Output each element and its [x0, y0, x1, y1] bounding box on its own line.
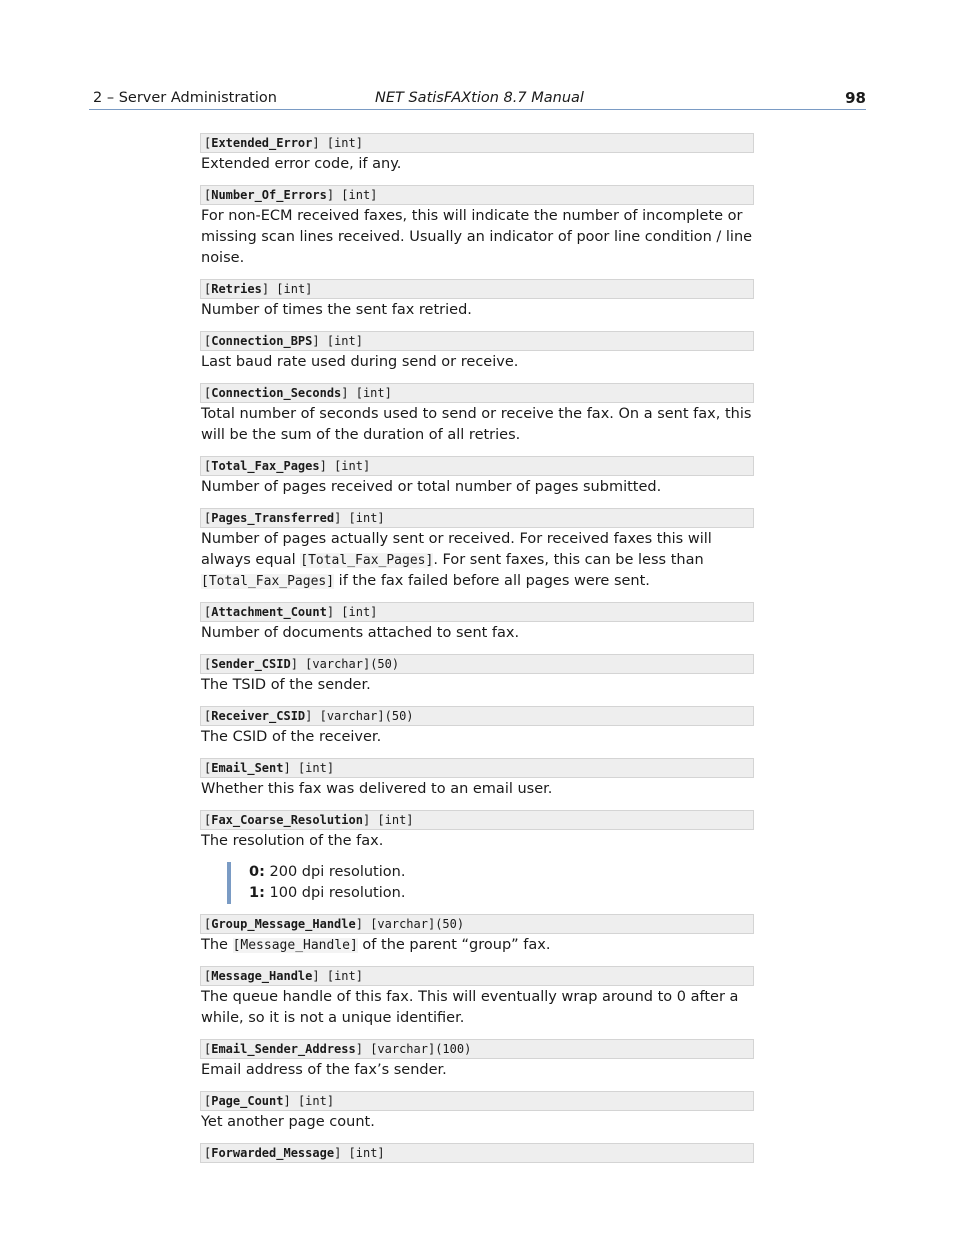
field-type: [int] — [297, 1094, 335, 1108]
value-option — [249, 862, 754, 883]
field-list — [200, 133, 754, 1163]
field-signature: [Total_Fax_Pages] [int] — [200, 456, 754, 476]
field-type: [int] — [297, 761, 335, 775]
field-type: [varchar](50) — [370, 917, 465, 931]
field-type: [int] — [377, 813, 414, 827]
option-text: 200 dpi resolution. — [264, 864, 406, 880]
field-signature: [Fax_Coarse_Resolution] [int] — [200, 810, 754, 830]
field-type: [int] — [326, 334, 363, 348]
inline-code: [Message_Handle] — [232, 938, 358, 953]
field-signature: [Message_Handle] [int] — [200, 966, 754, 986]
field-signature: [Pages_Transferred] [int] — [200, 508, 754, 528]
field-type: [int] — [276, 282, 313, 296]
field-signature: [Page_Count] [int] — [200, 1091, 754, 1111]
option-text: 100 dpi resolution. — [264, 885, 406, 901]
field-description — [200, 529, 754, 592]
description-text: Number of pages actually sent or received. For received faxes this will always equal — [201, 531, 712, 568]
field-description: Number of documents attached to sent fax. — [201, 625, 520, 641]
field-type: [int] — [348, 1146, 385, 1160]
field-signature: [Extended_Error] [int] — [200, 133, 754, 153]
field-name: Email_Sender_Address — [211, 1042, 356, 1056]
field-name: Message_Handle — [211, 969, 313, 983]
field-name: Receiver_CSID — [211, 709, 306, 723]
field-description: For non-ECM received faxes, this will indicate the number of incomplete or missing scan lines received. Usually an indicator of poor line condition / line noise. — [201, 208, 753, 266]
field-type: [int] — [355, 386, 392, 400]
field-description: The resolution of the fax. — [201, 833, 384, 849]
section-title: 2 – Server Administration — [93, 90, 277, 106]
description-text: . For sent faxes, this can be less than — [433, 552, 704, 568]
field-type: [varchar](100) — [370, 1042, 472, 1056]
inline-code: [Total_Fax_Pages] — [201, 574, 335, 589]
field-type: [int] — [334, 459, 371, 473]
field-type: [int] — [326, 136, 363, 150]
field-name: Extended_Error — [211, 136, 313, 150]
field-signature: [Connection_BPS] [int] — [200, 331, 754, 351]
inline-code: [Total_Fax_Pages] — [300, 553, 434, 568]
field-signature: [Email_Sender_Address] [varchar](100) — [200, 1039, 754, 1059]
field-signature: [Forwarded_Message] [int] — [200, 1143, 754, 1163]
field-description: Extended error code, if any. — [201, 156, 402, 172]
field-description: Yet another page count. — [201, 1114, 375, 1130]
field-signature: [Number_Of_Errors] [int] — [200, 185, 754, 205]
field-description: Number of times the sent fax retried. — [201, 302, 472, 318]
field-name: Total_Fax_Pages — [211, 459, 320, 473]
field-name: Pages_Transferred — [211, 511, 335, 525]
description-text: if the fax failed before all pages were sent. — [334, 573, 650, 589]
field-name: Connection_Seconds — [211, 386, 342, 400]
field-type: [int] — [326, 969, 363, 983]
field-description: The CSID of the receiver. — [201, 729, 382, 745]
field-description: Whether this fax was delivered to an email user. — [201, 781, 553, 797]
description-text: of the parent “group” fax. — [357, 937, 551, 953]
field-name: Sender_CSID — [211, 657, 291, 671]
field-description — [200, 935, 754, 956]
option-key: 0: — [249, 864, 265, 880]
field-description: The TSID of the sender. — [201, 677, 371, 693]
field-signature: [Retries] [int] — [200, 279, 754, 299]
value-options — [227, 862, 754, 904]
field-signature: [Sender_CSID] [varchar](50) — [200, 654, 754, 674]
value-option — [249, 883, 754, 904]
field-type: [int] — [341, 188, 378, 202]
field-signature: [Group_Message_Handle] [varchar](50) — [200, 914, 754, 934]
field-description: Total number of seconds used to send or receive the fax. On a sent fax, this will be the sum of the duration of all retries. — [201, 406, 752, 443]
field-type: [int] — [341, 605, 378, 619]
option-key: 1: — [249, 885, 265, 901]
field-description: Number of pages received or total number of pages submitted. — [201, 479, 662, 495]
field-description: Email address of the fax’s sender. — [201, 1062, 447, 1078]
field-signature: [Attachment_Count] [int] — [200, 602, 754, 622]
page-header — [89, 89, 866, 110]
field-type: [int] — [348, 511, 385, 525]
manual-title: NET SatisFAXtion 8.7 Manual — [375, 90, 584, 106]
field-signature: [Connection_Seconds] [int] — [200, 383, 754, 403]
field-name: Connection_BPS — [211, 334, 313, 348]
field-description: Last baud rate used during send or receive. — [201, 354, 519, 370]
field-name: Fax_Coarse_Resolution — [211, 813, 363, 827]
field-name: Retries — [211, 282, 262, 296]
field-name: Page_Count — [211, 1094, 284, 1108]
field-name: Attachment_Count — [211, 605, 327, 619]
field-type: [varchar](50) — [319, 709, 414, 723]
page-number: 98 — [845, 89, 866, 107]
field-type: [varchar](50) — [305, 657, 400, 671]
field-description: The queue handle of this fax. This will eventually wrap around to 0 after a while, so it is not a unique identifier. — [201, 989, 739, 1026]
description-text: The — [201, 937, 233, 953]
field-name: Email_Sent — [211, 761, 284, 775]
field-name: Group_Message_Handle — [211, 917, 356, 931]
field-name: Forwarded_Message — [211, 1146, 335, 1160]
field-signature: [Receiver_CSID] [varchar](50) — [200, 706, 754, 726]
field-signature: [Email_Sent] [int] — [200, 758, 754, 778]
field-name: Number_Of_Errors — [211, 188, 327, 202]
